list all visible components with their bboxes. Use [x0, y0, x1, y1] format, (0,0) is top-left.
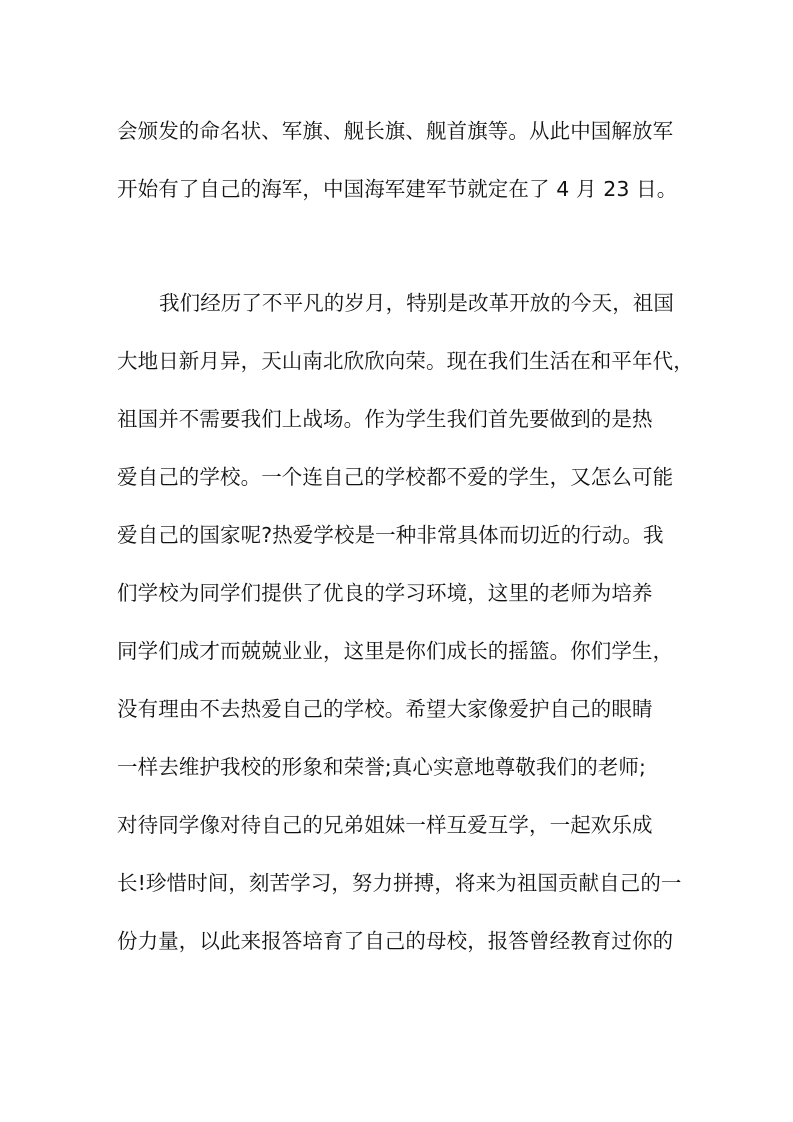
text-line: 份力量，以此来报答培育了自己的母校，报答曾经教育过你的	[117, 929, 674, 953]
text-line: 一样去维护我校的形象和荣誉;真心实意地尊敬我们的老师;	[117, 755, 647, 779]
text-line: 爱自己的国家呢?热爱学校是一种非常具体而切近的行动。我	[117, 523, 664, 547]
text-line: 们学校为同学们提供了优良的学习环境，这里的老师为培养	[117, 581, 653, 605]
text-line: 没有理由不去热爱自己的学校。希望大家像爱护自己的眼睛	[117, 697, 653, 721]
text-line: 我们经历了不平凡的岁月，特别是改革开放的今天，祖国	[159, 291, 674, 315]
text-line: 爱自己的学校。一个连自己的学校都不爱的学生，又怎么可能	[117, 465, 674, 489]
text-line: 开始有了自己的海军，中国海军建军节就定在了 4 月 23 日。	[117, 177, 678, 201]
text-line: 长!珍惜时间，刻苦学习，努力拼搏，将来为祖国贡献自己的一	[117, 871, 682, 895]
text-line: 会颁发的命名状、军旗、舰长旗、舰首旗等。从此中国解放军	[117, 119, 674, 143]
text-line: 大地日新月异，天山南北欣欣向荣。现在我们生活在和平年代，	[117, 349, 694, 373]
text-line: 祖国并不需要我们上战场。作为学生我们首先要做到的是热	[117, 407, 653, 431]
text-line: 对待同学像对待自己的兄弟姐妹一样互爱互学，一起欢乐成	[117, 813, 653, 837]
text-line: 同学们成才而兢兢业业，这里是你们成长的摇篮。你们学生，	[117, 639, 674, 663]
